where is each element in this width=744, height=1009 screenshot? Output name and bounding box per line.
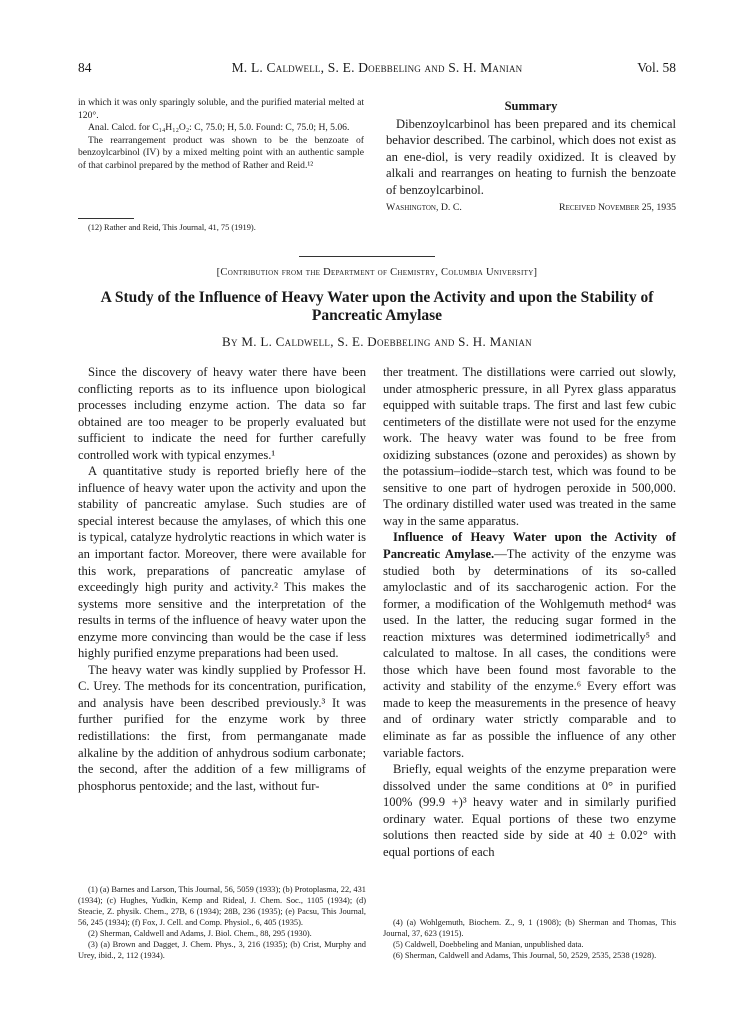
- right-footnotes: [383, 917, 676, 961]
- article-title-line: Pancreatic Amylase: [311, 307, 443, 324]
- summary-text: Dibenzoylcarbinol has been prepared and its chemical behavior described. The carbinol, which does not exist as an ene-diol, is very readily oxidized. It is cleaved by alkali and rearranges on heating to furnish the benzoate of benzoylcarbinol.: [386, 116, 676, 197]
- analysis-line: Anal. Calcd. for C₁₄H₁₂O₂: C, 75.0; H, 5.0. Found: C, 75.0; H, 5.06.: [88, 122, 350, 134]
- running-head-authors: M. L. Caldwell, S. E. Doebbeling and S. H. Manian: [231, 60, 523, 75]
- left-footnotes: [78, 884, 366, 961]
- body-paragraph: [383, 529, 676, 761]
- body-paragraph: A quantitative study is reported briefly here of the influence of heavy water upon the activity and upon the stability of pancreatic amylase. Such studies are of special interest because the amylases, of which this one is typical, catalyze hydrolytic reactions in which water is an important factor. Moreover, there were available for this work, preparations of pancreatic amylase of exceedingly high purity and activity.² This makes the systems more sensitive and the interpretation of the results in terms of the influence of heavy water upon the enzyme more convincing than would be the case if less highly purified enzyme preparations had been used.: [78, 464, 366, 661]
- section-body: —The activity of the enzyme was studied both by determinations of its so-called amyloclastic and of its saccharogenic action. For the former, a modification of the Wohlgemuth method⁴ was used. In the latter, the reducing sugar formed in the reaction mixtures was determined iodimetrically⁵ and calculated to maltose. In all cases, the conditions were those which have been found most favorable to the activity and stability of the enzyme.⁶ Every effort was made to keep the measurements in the presence of heavy and of ordinary water strictly comparable and to eliminate as far as possible the influence of any other variable factors.: [383, 547, 676, 760]
- left-column: [78, 364, 366, 794]
- body-paragraph: Briefly, equal weights of the enzyme preparation were dissolved under the same conditions at 0° in purified 100% (99.9 +)³ heavy water and in similarly purified ordinary water. Equal portions of these two enzyme solutions then reacted side by side at 40 ± 0.02° with equal portions of each: [383, 762, 676, 859]
- body-paragraph: ther treatment. The distillations were carried out slowly, under atmospheric pressure, in all Pyrex glass apparatus equipped with suitable traps. The first and last few cubic centimeters of the distillate were not used for the enzyme work. The heavy water was found to be free from oxidizing substances (ozone and peroxides) as shown by the potassium–iodide–starch test, which was found to be sensitive to one part of hydrogen peroxide in 500,000. The ordinary distilled water used was treated in the same way in the same apparatus.: [383, 365, 676, 528]
- footnote: (2) Sherman, Caldwell and Adams, J. Biol. Chem., 88, 295 (1930).: [88, 929, 312, 938]
- previous-article-footnotes: [78, 222, 364, 233]
- received-line: [386, 200, 676, 214]
- footnote: (3) (a) Brown and Dagget, J. Chem. Phys., 3, 216 (1935); (b) Crist, Murphy and Urey, ibid., 2, 112 (1934).: [78, 940, 366, 960]
- footnote: (12) Rather and Reid, This Journal, 41, 75 (1919).: [88, 223, 256, 232]
- footnote: (6) Sherman, Caldwell and Adams, This Journal, 50, 2529, 2535, 2538 (1928).: [393, 951, 657, 960]
- article-title-line: A Study of the Influence of Heavy Water upon the Activity and upon the Stability of: [100, 289, 654, 306]
- section-heading: Influence of Heavy Water upon the Activity of Pancreatic Amylase.: [383, 530, 676, 562]
- summary-heading: Summary: [504, 99, 558, 113]
- right-column: [383, 364, 676, 860]
- footnote-rule: [78, 218, 134, 219]
- running-head: [78, 60, 676, 78]
- page-number: 84: [78, 60, 92, 75]
- received-date: Received November 25, 1935: [559, 202, 676, 214]
- summary-section: [386, 98, 676, 214]
- previous-article-paragraph: in which it was only sparingly soluble, and the purified material melted at 120°.: [78, 97, 364, 121]
- previous-article-paragraph: The rearrangement product was shown to be the benzoate of benzoylcarbinol (IV) by a mixed melting point with an authentic sample of that carbinol prepared by the method of Rather and Reid.¹²: [78, 134, 364, 171]
- contribution-line: [Contribution from the Department of Chemistry, Columbia University]: [216, 267, 538, 278]
- volume-label: Vol. 58: [637, 60, 676, 75]
- previous-article-end: [78, 97, 364, 173]
- place-label: Washington, D. C.: [386, 202, 462, 214]
- article-title: [78, 289, 676, 325]
- body-paragraph: Since the discovery of heavy water there have been conflicting reports as to its influence upon biological processes including enzyme action. The data so far obtained are too meager to be properly evaluated but sufficient to indicate the need for further carefully controlled work with typical enzymes.¹: [78, 365, 366, 462]
- article-divider: [299, 256, 435, 257]
- footnote: (1) (a) Barnes and Larson, This Journal, 56, 5059 (1933); (b) Protoplasma, 22, 431 (1934); (c) Hughes, Yudkin, Kemp and Rideal, J. Chem. Soc., 1105 (1934); (d) Steacie, Z. physik. Chem., 27B, 6 (1934); 28B, 236 (1935); (e) Pacsu, This Journal, 56, 245 (1934); (f) Fox, J. Cell. and Comp. Physiol., 6, 405 (1935).: [78, 885, 366, 927]
- article-byline: By M. L. Caldwell, S. E. Doebbeling and S. H. Manian: [222, 334, 532, 349]
- footnote: (4) (a) Wohlgemuth, Biochem. Z., 9, 1 (1908); (b) Sherman and Thomas, This Journal, 37, 623 (1915).: [383, 918, 676, 938]
- footnote: (5) Caldwell, Doebbeling and Manian, unpublished data.: [393, 940, 584, 949]
- body-paragraph: The heavy water was kindly supplied by Professor H. C. Urey. The methods for its concentration, purification, and analysis have been described previously.³ It was further purified for the enzyme work by three redistillations: the first, from permanganate made alkaline by the addition of anhydrous sodium carbonate; the second, after the addition of a few milligrams of phosphorus pentoxide; and the last, without fur-: [78, 662, 366, 793]
